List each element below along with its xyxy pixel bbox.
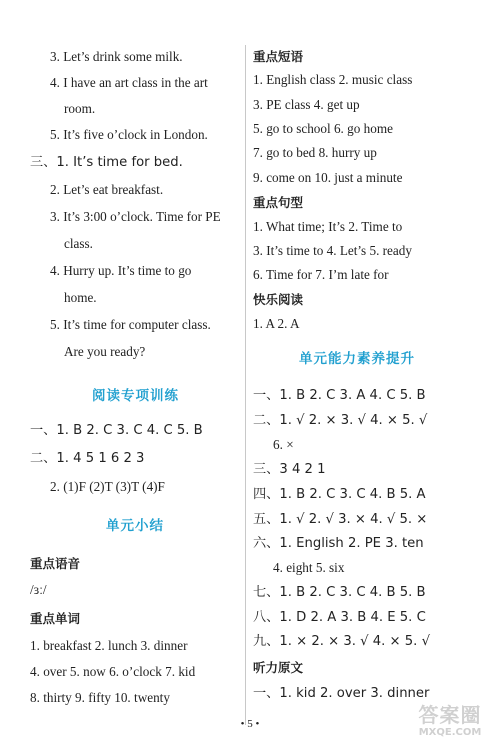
answer-line: 3. Let’s drink some milk.: [50, 49, 183, 64]
answer-line: 4. eight 5. six: [273, 560, 345, 575]
sub-heading: 重点句型: [253, 195, 304, 210]
answer-line: 8. thirty 9. fifty 10. twenty: [30, 690, 170, 705]
answer-line: 1. breakfast 2. lunch 3. dinner: [30, 638, 188, 653]
watermark-url: MXQE.COM: [418, 727, 482, 738]
answer-line: 1. A 2. A: [253, 316, 300, 331]
answer-line: 5. go to school 6. go home: [253, 121, 393, 136]
answer-line: 9. come on 10. just a minute: [253, 170, 403, 185]
answer-line: 八、1. D 2. A 3. B 4. E 5. C: [253, 610, 426, 625]
column-divider: [245, 45, 246, 725]
sub-heading: 重点语音: [30, 556, 81, 571]
answer-line: class.: [64, 236, 93, 251]
answer-line: 二、1. √ 2. × 3. √ 4. × 5. √: [253, 413, 428, 428]
answer-line: 6. ×: [273, 437, 294, 452]
answer-line: 6. Time for 7. I’m late for: [253, 267, 389, 282]
answer-line: 4. Hurry up. It’s time to go: [50, 263, 192, 278]
sub-heading: 快乐阅读: [253, 292, 304, 307]
site-watermark-logo: [404, 703, 496, 741]
answer-line: 4. over 5. now 6. o’clock 7. kid: [30, 664, 196, 679]
watermark-title: 答案圈: [418, 703, 482, 727]
section-title: 单元能力素养提升: [299, 351, 415, 367]
answer-line: 三、3 4 2 1: [253, 462, 326, 477]
answer-line: 7. go to bed 8. hurry up: [253, 145, 377, 160]
answer-line: 六、1. English 2. PE 3. ten: [253, 536, 424, 551]
section-title: 单元小结: [106, 518, 164, 534]
section-title: 阅读专项训练: [92, 388, 179, 404]
answer-line: /ɜː/: [30, 582, 47, 597]
answer-line: 4. I have an art class in the art: [50, 75, 208, 90]
answer-line: 5. It’s time for computer class.: [50, 317, 211, 332]
answer-line: 一、1. B 2. C 3. C 4. C 5. B: [30, 423, 203, 438]
answer-line: 2. Let’s eat breakfast.: [50, 182, 164, 197]
answer-line: 一、1. kid 2. over 3. dinner: [253, 686, 430, 701]
answer-line: room.: [64, 101, 96, 116]
sub-heading: 重点单词: [30, 611, 81, 626]
answer-line: 七、1. B 2. C 3. C 4. B 5. B: [253, 585, 426, 600]
answer-line: 九、1. × 2. × 3. √ 4. × 5. √: [253, 634, 430, 649]
sub-heading: 听力原文: [253, 660, 304, 675]
answer-line: 5. It’s five o’clock in London.: [50, 127, 208, 142]
answer-line: 2. (1)F (2)T (3)T (4)F: [50, 479, 165, 494]
answer-line: 二、1. 4 5 1 6 2 3: [30, 451, 145, 466]
answer-line: 一、1. B 2. C 3. A 4. C 5. B: [253, 388, 426, 403]
answer-line: 3. PE class 4. get up: [253, 97, 360, 112]
answer-line: 1. English class 2. music class: [253, 72, 413, 87]
answer-line: 四、1. B 2. C 3. C 4. B 5. A: [253, 487, 426, 502]
sub-heading: 重点短语: [253, 49, 304, 64]
page-number: • 5 •: [240, 718, 260, 730]
answer-line: home.: [64, 290, 97, 305]
answer-line: 三、1. It’s time for bed.: [30, 155, 183, 170]
answer-line: 3. It’s time to 4. Let’s 5. ready: [253, 243, 412, 258]
answer-line: Are you ready?: [64, 344, 146, 359]
answer-line: 五、1. √ 2. √ 3. × 4. √ 5. ×: [253, 512, 428, 527]
answer-line: 1. What time; It’s 2. Time to: [253, 219, 403, 234]
answer-line: 3. It’s 3:00 o’clock. Time for PE: [50, 209, 221, 224]
